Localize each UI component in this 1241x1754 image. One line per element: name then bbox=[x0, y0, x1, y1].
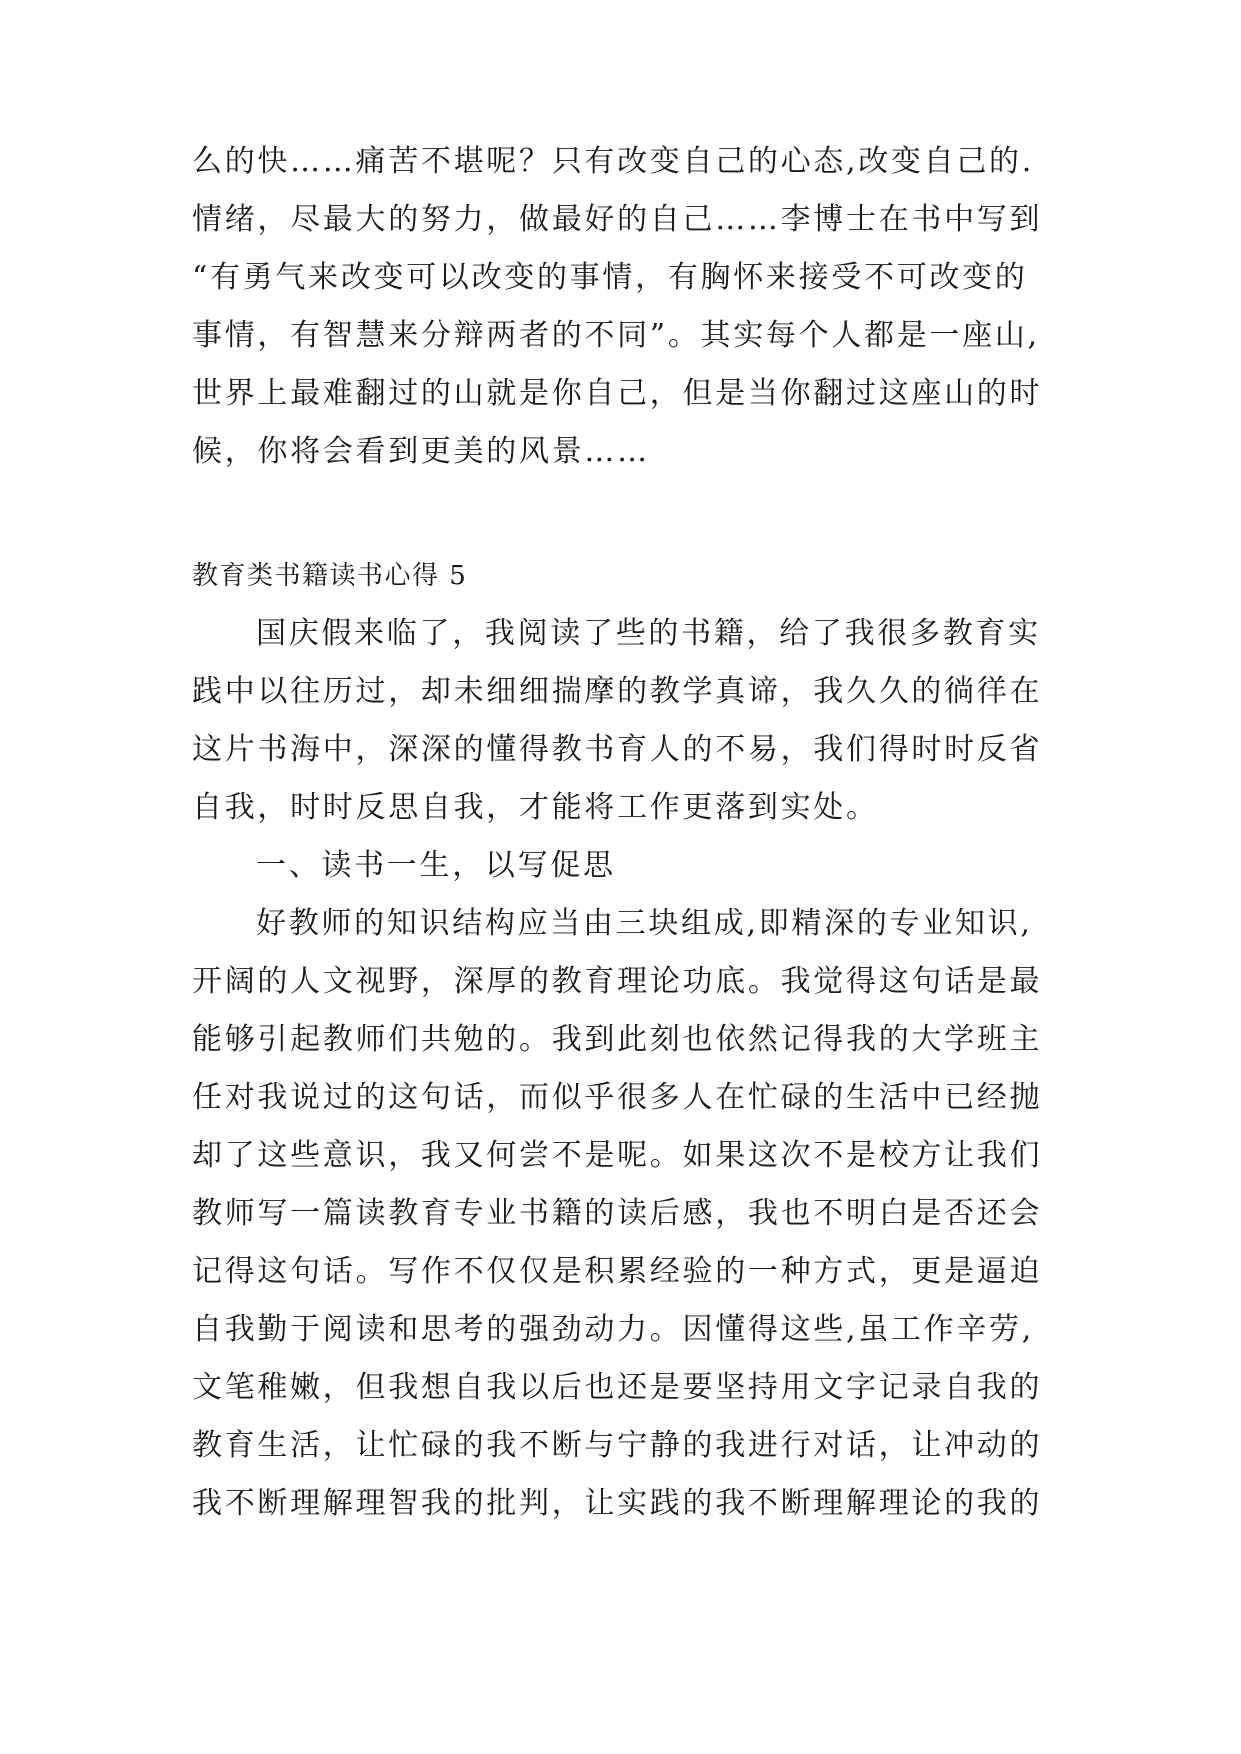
intro-text-line: 情绪，尽最大的努力，做最好的自己……李博士在书中写到 bbox=[192, 202, 1043, 237]
paragraph-line: 这片书海中，深深的懂得教书育人的不易，我们得时时反省 bbox=[192, 732, 1043, 767]
paragraph-line: 国庆假来临了，我阅读了些的书籍，给了我很多教育实 bbox=[256, 616, 1041, 651]
intro-text-line: “有勇气来改变可以改变的事情，有胸怀来接受不可改变的 bbox=[192, 260, 1028, 295]
paragraph-line: 教师写一篇读教育专业书籍的读后感，我也不明白是否还会 bbox=[192, 1196, 1043, 1231]
paragraph-line: 自我勤于阅读和思考的强劲动力。因懂得这些,虽工作辛劳, bbox=[192, 1312, 1034, 1347]
intro-text-line: 世界上最难翻过的山就是你自己，但是当你翻过这座山的时 bbox=[192, 376, 1043, 411]
paragraph-line: 教育生活，让忙碌的我不断与宁静的我进行对话，让冲动的 bbox=[192, 1428, 1043, 1463]
paragraph-line: 能够引起教师们共勉的。我到此刻也依然记得我的大学班主 bbox=[192, 1022, 1043, 1057]
paragraph-line: 却了这些意识，我又何尝不是呢。如果这次不是校方让我们 bbox=[192, 1138, 1043, 1173]
paragraph-line: 记得这句话。写作不仅仅是积累经验的一种方式，更是逼迫 bbox=[192, 1254, 1043, 1289]
intro-text-line: 事情，有智慧来分辩两者的不同”。其实每个人都是一座山, bbox=[192, 318, 1040, 353]
paragraph-line: 开阔的人文视野，深厚的教育理论功底。我觉得这句话是最 bbox=[192, 964, 1043, 999]
subheading: 一、读书一生，以写促思 bbox=[256, 848, 616, 883]
paragraph-line: 好教师的知识结构应当由三块组成,即精深的专业知识, bbox=[256, 906, 1033, 941]
paragraph-line: 我不断理解理智我的批判，让实践的我不断理解理论的我的 bbox=[192, 1486, 1043, 1521]
section-title: 教育类书籍读书心得 5 bbox=[192, 561, 468, 591]
intro-text-line: 么的快……痛苦不堪呢？只有改变自己的心态,改变自己的. bbox=[192, 144, 1034, 179]
paragraph-line: 任对我说过的这句话，而似乎很多人在忙碌的生活中已经抛 bbox=[192, 1080, 1043, 1115]
paragraph-line: 自我，时时反思自我，才能将工作更落到实处。 bbox=[192, 790, 879, 825]
paragraph-line: 践中以往历过，却未细细揣摩的教学真谛，我久久的徜徉在 bbox=[192, 674, 1043, 709]
intro-text-line: 候，你将会看到更美的风景…… bbox=[192, 434, 650, 469]
paragraph-line: 文笔稚嫩，但我想自我以后也还是要坚持用文字记录自我的 bbox=[192, 1370, 1043, 1405]
